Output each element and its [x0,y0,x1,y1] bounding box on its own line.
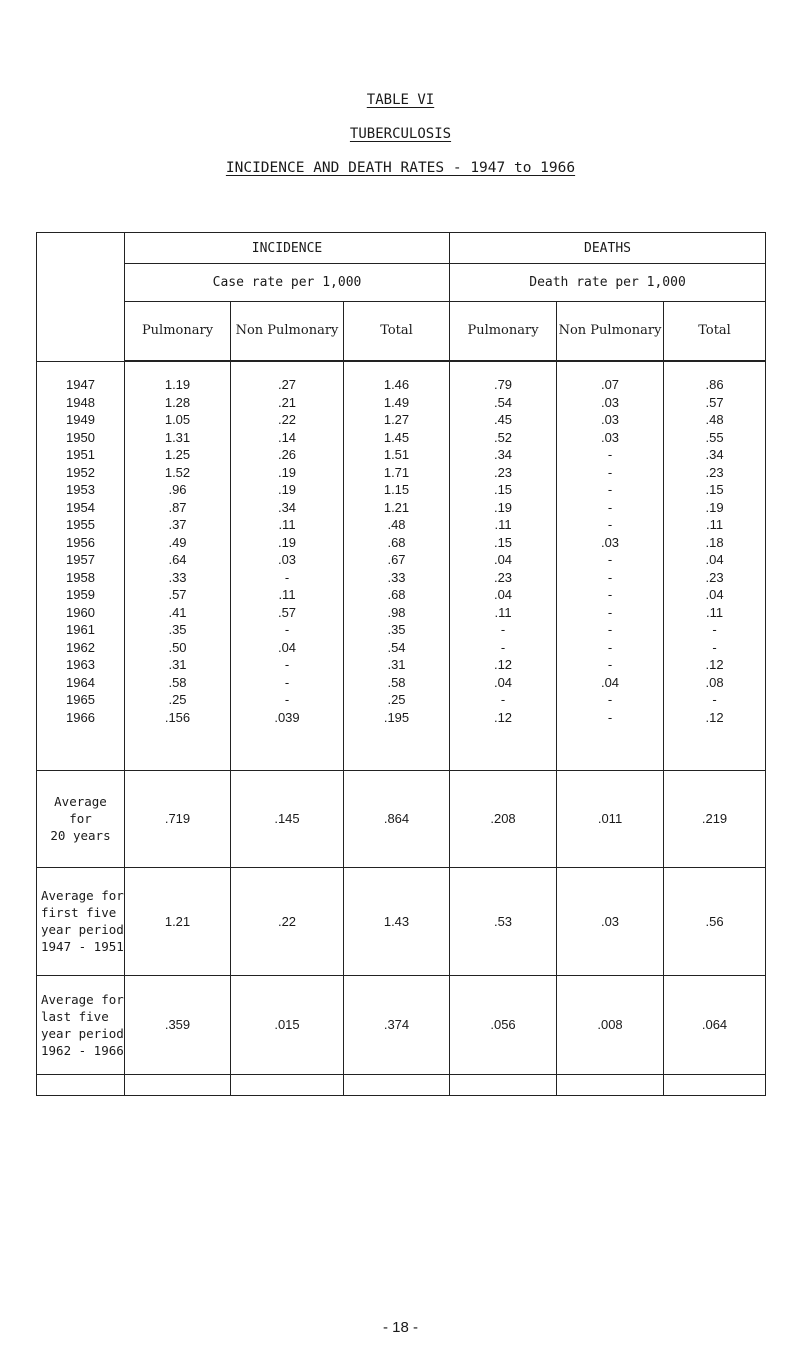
deaths-total-cell: .34 [664,446,766,464]
year-cell: 1948 [37,394,125,412]
year-cell: 1952 [37,464,125,482]
table-row [37,604,766,622]
incidence-non-pulmonary-cell: .26 [231,446,344,464]
incidence-total-cell: .25 [344,691,450,709]
tuberculosis-rates-table [36,232,766,1096]
incidence-total-cell: 1.15 [344,481,450,499]
incidence-non-pulmonary-cell: .19 [231,534,344,552]
table-row [37,674,766,692]
deaths-non-pulmonary-cell: - [557,639,664,657]
deaths-pulmonary-cell: .23 [450,464,557,482]
deaths-pulmonary-cell: .53 [450,867,557,975]
table-row [37,361,766,394]
incidence-non-pulmonary-cell: .04 [231,639,344,657]
average-label-line: 1962 - 1966 [41,1042,124,1058]
deaths-non-pulmonary-cell: - [557,656,664,674]
incidence-total-cell: .35 [344,621,450,639]
year-column-header [37,233,125,362]
incidence-total-cell: 1.46 [344,361,450,394]
incidence-pulmonary-cell: .57 [125,586,231,604]
deaths-total-cell: .23 [664,464,766,482]
deaths-total-cell: - [664,621,766,639]
deaths-total-cell: .04 [664,551,766,569]
deaths-pulmonary-cell: .12 [450,709,557,771]
incidence-pulmonary-cell: 1.28 [125,394,231,412]
average-label-line: Average for [41,991,124,1007]
deaths-total-cell: .12 [664,709,766,771]
average-label [37,867,125,975]
incidence-total-cell: 1.71 [344,464,450,482]
deaths-non-pulmonary-cell: - [557,569,664,587]
year-cell: 1963 [37,656,125,674]
incidence-pulmonary-cell: 1.31 [125,429,231,447]
deaths-non-pulmonary-cell: .03 [557,429,664,447]
incidence-non-pulmonary-cell: .11 [231,516,344,534]
incidence-pulmonary-cell: .156 [125,709,231,771]
average-label-line: first five [41,905,117,920]
year-cell: 1956 [37,534,125,552]
average-label-line: Average [54,794,107,809]
average-label-line: year period [41,922,124,937]
incidence-pulmonary-cell: .719 [125,770,231,867]
incidence-non-pulmonary-cell: .145 [231,770,344,867]
incidence-header: INCIDENCE [125,233,450,264]
incidence-pulmonary-cell: .96 [125,481,231,499]
deaths-non-pulmonary-cell: .04 [557,674,664,692]
table-row [37,481,766,499]
table-row [37,551,766,569]
deaths-header: DEATHS [450,233,766,264]
incidence-pulmonary-cell: .41 [125,604,231,622]
table-row [37,709,766,771]
year-cell: 1949 [37,411,125,429]
year-cell: 1957 [37,551,125,569]
deaths-pulmonary-cell: - [450,691,557,709]
average-label [37,770,125,867]
incidence-pulmonary-cell: .35 [125,621,231,639]
incidence-non-pulmonary-cell: - [231,569,344,587]
average-label-line: year period [41,1025,124,1041]
deaths-non-pulmonary-cell: - [557,499,664,517]
deaths-pulmonary-cell: .23 [450,569,557,587]
table-row [37,534,766,552]
year-cell: 1954 [37,499,125,517]
incidence-total-cell: .98 [344,604,450,622]
incidence-pulmonary-header: Pulmonary [125,302,231,362]
incidence-pulmonary-cell: 1.52 [125,464,231,482]
average-label-line: last five [41,1008,109,1024]
year-cell: 1964 [37,674,125,692]
incidence-total-cell: .864 [344,770,450,867]
year-cell: 1961 [37,621,125,639]
deaths-non-pulmonary-cell: .03 [557,534,664,552]
deaths-total-header: Total [664,302,766,362]
incidence-non-pulmonary-cell: .27 [231,361,344,394]
deaths-total-cell: - [664,639,766,657]
incidence-pulmonary-cell: 1.21 [125,867,231,975]
deaths-pulmonary-cell: .11 [450,516,557,534]
table-row [37,639,766,657]
incidence-pulmonary-cell: 1.19 [125,361,231,394]
incidence-total-header: Total [344,302,450,362]
table-row [37,691,766,709]
incidence-non-pulmonary-cell: .22 [231,867,344,975]
deaths-total-cell: - [664,691,766,709]
incidence-non-pulmonary-cell: - [231,674,344,692]
year-cell: 1966 [37,709,125,771]
incidence-total-cell: .33 [344,569,450,587]
deaths-pulmonary-cell: .54 [450,394,557,412]
deaths-total-cell: .86 [664,361,766,394]
deaths-total-cell: .23 [664,569,766,587]
average-rates [37,770,766,1074]
deaths-total-cell: .064 [664,975,766,1074]
average-row [37,770,766,867]
incidence-total-cell: .68 [344,534,450,552]
table-row [37,569,766,587]
incidence-total-cell: .67 [344,551,450,569]
deaths-total-cell: .11 [664,516,766,534]
deaths-total-cell: .19 [664,499,766,517]
incidence-pulmonary-cell: .50 [125,639,231,657]
incidence-total-cell: 1.51 [344,446,450,464]
table-row [37,656,766,674]
incidence-total-cell: .54 [344,639,450,657]
incidence-non-pulmonary-cell: - [231,656,344,674]
deaths-pulmonary-cell: .11 [450,604,557,622]
year-cell: 1965 [37,691,125,709]
deaths-non-pulmonary-cell: .03 [557,411,664,429]
deaths-non-pulmonary-cell: - [557,516,664,534]
deaths-pulmonary-cell: .04 [450,586,557,604]
table-row [37,499,766,517]
incidence-non-pulmonary-cell: .19 [231,481,344,499]
deaths-non-pulmonary-cell: - [557,464,664,482]
deaths-total-cell: .219 [664,770,766,867]
deaths-total-cell: .15 [664,481,766,499]
year-cell: 1953 [37,481,125,499]
incidence-total-cell: .68 [344,586,450,604]
deaths-total-cell: .11 [664,604,766,622]
incidence-total-cell: .195 [344,709,450,771]
incidence-pulmonary-cell: .49 [125,534,231,552]
table-row [37,621,766,639]
deaths-non-pulmonary-cell: - [557,621,664,639]
incidence-pulmonary-cell: .87 [125,499,231,517]
deaths-pulmonary-cell: .056 [450,975,557,1074]
table-row [37,446,766,464]
deaths-total-cell: .57 [664,394,766,412]
deaths-non-pulmonary-cell: .07 [557,361,664,394]
incidence-total-cell: .374 [344,975,450,1074]
year-cell: 1950 [37,429,125,447]
table-subject: TUBERCULOSIS [349,126,452,142]
incidence-pulmonary-cell: 1.25 [125,446,231,464]
incidence-non-pulmonary-cell: .11 [231,586,344,604]
deaths-pulmonary-cell: .04 [450,674,557,692]
death-rate-header: Death rate per 1,000 [450,264,766,302]
yearly-rates [37,361,766,770]
table-bottom-border [37,1074,766,1095]
deaths-pulmonary-cell: .45 [450,411,557,429]
table-row [37,464,766,482]
deaths-non-pulmonary-cell: - [557,446,664,464]
table-row [37,516,766,534]
incidence-total-cell: 1.43 [344,867,450,975]
deaths-non-pulmonary-cell: - [557,604,664,622]
year-cell: 1962 [37,639,125,657]
deaths-pulmonary-cell: .79 [450,361,557,394]
incidence-pulmonary-cell: .37 [125,516,231,534]
incidence-total-cell: .31 [344,656,450,674]
incidence-pulmonary-cell: .58 [125,674,231,692]
average-label-line: for [69,811,92,826]
incidence-pulmonary-cell: .33 [125,569,231,587]
deaths-pulmonary-cell: .34 [450,446,557,464]
table-row [37,411,766,429]
deaths-total-cell: .08 [664,674,766,692]
incidence-non-pulmonary-cell: .19 [231,464,344,482]
incidence-pulmonary-cell: .31 [125,656,231,674]
deaths-total-cell: .48 [664,411,766,429]
year-cell: 1959 [37,586,125,604]
deaths-non-pulmonary-cell: - [557,481,664,499]
table-row [37,429,766,447]
page-number: - 18 - [382,1319,418,1336]
incidence-non-pulmonary-cell: .34 [231,499,344,517]
incidence-non-pulmonary-cell: .039 [231,709,344,771]
average-label-line: Average for [41,888,124,903]
incidence-total-cell: 1.27 [344,411,450,429]
deaths-non-pulmonary-cell: .011 [557,770,664,867]
incidence-non-pulmonary-cell: .015 [231,975,344,1074]
deaths-pulmonary-header: Pulmonary [450,302,557,362]
incidence-pulmonary-cell: 1.05 [125,411,231,429]
deaths-pulmonary-cell: .15 [450,534,557,552]
table-row [37,394,766,412]
table-row [37,586,766,604]
incidence-non-pulmonary-cell: - [231,621,344,639]
deaths-pulmonary-cell: .15 [450,481,557,499]
table-subtitle: INCIDENCE AND DEATH RATES - 1947 to 1966 [225,160,576,176]
deaths-total-cell: .12 [664,656,766,674]
incidence-non-pulmonary-cell: .21 [231,394,344,412]
year-cell: 1960 [37,604,125,622]
incidence-total-cell: 1.45 [344,429,450,447]
deaths-non-pulmonary-cell: - [557,709,664,771]
case-rate-header: Case rate per 1,000 [125,264,450,302]
deaths-total-cell: .18 [664,534,766,552]
deaths-total-cell: .56 [664,867,766,975]
deaths-pulmonary-cell: - [450,639,557,657]
year-cell: 1947 [37,361,125,394]
deaths-non-pulmonary-cell: - [557,586,664,604]
deaths-non-pulmonary-cell: .008 [557,975,664,1074]
average-label [37,975,125,1074]
deaths-total-cell: .04 [664,586,766,604]
average-row [37,867,766,975]
incidence-total-cell: .58 [344,674,450,692]
year-cell: 1958 [37,569,125,587]
incidence-pulmonary-cell: .25 [125,691,231,709]
deaths-pulmonary-cell: .208 [450,770,557,867]
deaths-non-pulmonary-cell: .03 [557,867,664,975]
average-label-line: 20 years [50,828,111,843]
deaths-pulmonary-cell: .12 [450,656,557,674]
average-row [37,975,766,1074]
incidence-pulmonary-cell: .359 [125,975,231,1074]
deaths-non-pulmonary-cell: - [557,691,664,709]
incidence-non-pulmonary-header: Non Pulmonary [231,302,344,362]
deaths-pulmonary-cell: .19 [450,499,557,517]
year-cell: 1951 [37,446,125,464]
incidence-pulmonary-cell: .64 [125,551,231,569]
incidence-total-cell: .48 [344,516,450,534]
incidence-total-cell: 1.49 [344,394,450,412]
incidence-non-pulmonary-cell: .22 [231,411,344,429]
incidence-non-pulmonary-cell: .57 [231,604,344,622]
deaths-pulmonary-cell: - [450,621,557,639]
deaths-non-pulmonary-cell: - [557,551,664,569]
incidence-non-pulmonary-cell: .14 [231,429,344,447]
table-number: TABLE VI [366,92,435,108]
deaths-pulmonary-cell: .04 [450,551,557,569]
deaths-non-pulmonary-cell: .03 [557,394,664,412]
deaths-total-cell: .55 [664,429,766,447]
deaths-pulmonary-cell: .52 [450,429,557,447]
incidence-total-cell: 1.21 [344,499,450,517]
deaths-non-pulmonary-header: Non Pulmonary [557,302,664,362]
incidence-non-pulmonary-cell: - [231,691,344,709]
year-cell: 1955 [37,516,125,534]
average-label-line: 1947 - 1951 [41,939,124,954]
incidence-non-pulmonary-cell: .03 [231,551,344,569]
